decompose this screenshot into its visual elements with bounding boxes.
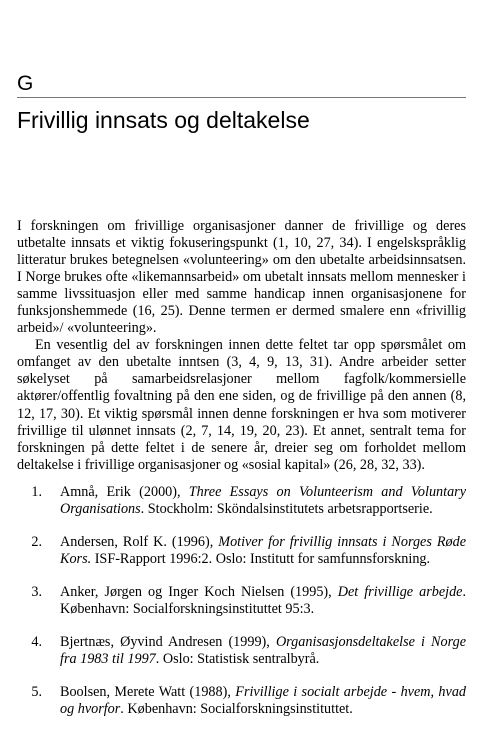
reference-publisher: . Stockholm: Sköndalsinstitutets arbetsrapportserie. [140, 501, 433, 518]
reference-item [17, 634, 466, 668]
paragraph: I forskningen om frivillige organisasjoner danner de frivillige og deres utbetalte innsats et viktig fokuseringspunkt (1, 10, 27, 34). I engelskspråklig litteratur brukes betegnelsen «volunteering» om den ubetalte arbeidsinnsatsen. I Norge brukes ofte «likemannsarbeid» om ubetalt innsats mellom mennesker i samme livssituasjon eller med samme handicap innen organisasjonene for funksjonshemmede (16, 25). Denne termen er dermed smalere enn «frivillig arbeid»/ «volunteering». [17, 218, 466, 337]
reference-title: Organisasjonsdeltakelse i Norge fra 1983 til 1997 [60, 634, 467, 668]
body-text [17, 218, 466, 474]
section-title: Frivillig innsats og deltakelse [17, 107, 310, 133]
reference-list [17, 484, 466, 734]
section-letter: G [17, 72, 34, 95]
reference-title: Motiver for frivillig innsats i Norges Røde Kors. [60, 534, 466, 568]
reference-number: 5. [31, 684, 42, 701]
reference-item [17, 534, 466, 568]
reference-text [60, 584, 466, 618]
reference-text [60, 534, 466, 568]
reference-author: Bjertnæs, Øyvind Andresen (1999), [60, 634, 276, 651]
reference-author: Boolsen, Merete Watt (1988), [60, 684, 236, 701]
reference-title: Three Essays on Volunteerism and Voluntary Organisations [60, 484, 466, 518]
reference-text [60, 684, 466, 718]
reference-text [60, 484, 466, 518]
reference-number: 2. [31, 534, 42, 551]
reference-author: Andersen, Rolf K. (1996), [60, 534, 219, 551]
section-divider [17, 97, 466, 98]
reference-item [17, 484, 466, 518]
reference-text [60, 634, 466, 668]
reference-author: Anker, Jørgen og Inger Koch Nielsen (1995), [60, 584, 338, 601]
reference-number: 1. [31, 484, 42, 500]
reference-publisher: ISF-Rapport 1996:2. Oslo: Institutt for samfunnsforskning. [91, 551, 431, 568]
reference-item [17, 584, 466, 618]
reference-publisher: . Oslo: Statistisk sentralbyrå. [155, 651, 320, 668]
reference-publisher: . København: Socialforskningsinstituttet 95:3. [60, 584, 467, 618]
reference-item [17, 684, 466, 718]
paragraph: En vesentlig del av forskningen innen dette feltet tar opp spørsmålet om omfanget av den ubetalte inntsen (3, 4, 9, 13, 31). Andre arbeider setter søkelyset på samarbeidsrelasjoner mellom fagfolk/kommersielle aktører/offentlig fovaltning på den ene siden, og de frivillige på den annen (8, 12, 17, 30). Et viktig spørsmål innen denne forskningen er hva som motiverer frivillige til ulønnet innsats (2, 7, 14, 19, 20, 23). Et annet, sentralt tema for forskningen på dette feltet i de senere år, dreier seg om forholdet mellom deltakelse i frivillige organisasjoner og «sosial kapital» (26, 28, 32, 33). [17, 337, 466, 473]
reference-number: 4. [31, 634, 42, 651]
reference-author: Amnå, Erik (2000), [60, 484, 189, 500]
reference-number: 3. [31, 584, 42, 601]
reference-title: Frivillige i socialt arbejde - hvem, hvad og hvorfor [60, 684, 467, 718]
reference-title: Det frivillige arbejde [337, 584, 463, 601]
reference-publisher: . København: Socialforskningsinstituttet. [120, 701, 353, 718]
